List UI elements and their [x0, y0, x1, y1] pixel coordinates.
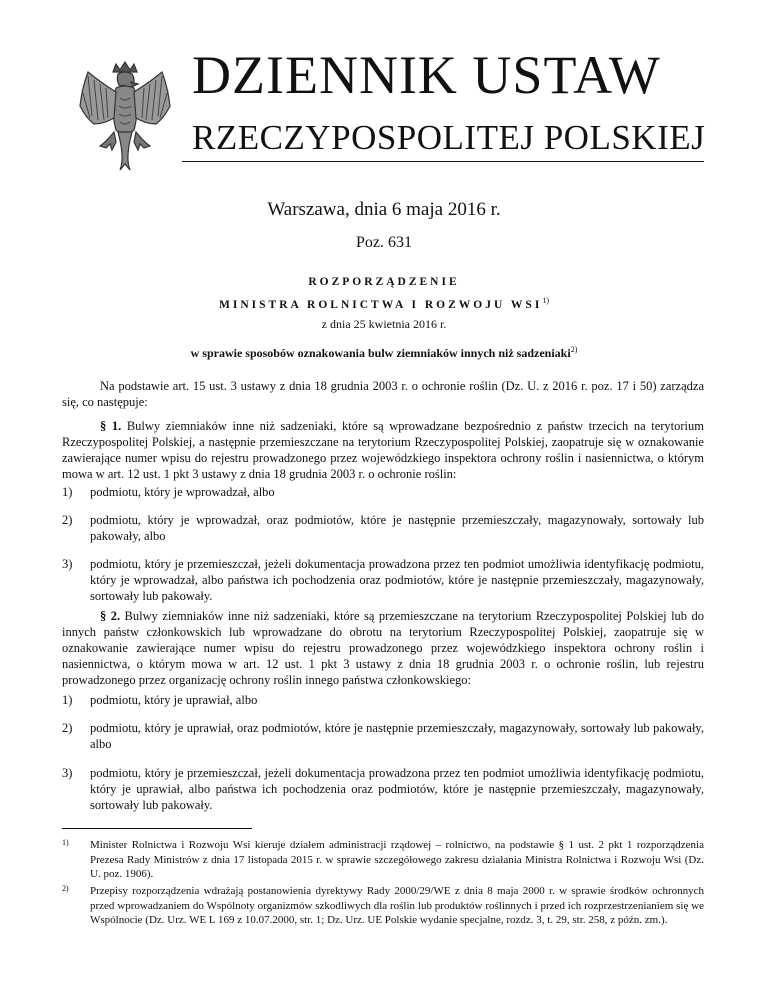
- footnote-ref: 1): [542, 296, 549, 305]
- gazette-title: DZIENNIK USTAW: [192, 45, 661, 105]
- publication-date: Warszawa, dnia 6 maja 2016 r.: [267, 199, 501, 220]
- section-1-paragraph: § 1. Bulwy ziemniaków inne niż sadzeniaki, które są wprowadzane bezpośrednio z państw trzecich na terytorium Rzeczypospolitej Polskiej, a następnie przemieszczane na terytorium Rzeczypospolitej Polskiej, zaopatruje się w oznakowanie zawierające numer wpisu do rejestru prowadzonego przez wojewódzkiego inspektora ochrony roślin i nasiennictwa, o którym mowa w art. 12 ust. 1 pkt 3 ustawy z dnia 18 grudnia 2003 r. o ochronie roślin:: [62, 419, 704, 481]
- list-item: 2) podmiotu, który je uprawiał, oraz podmiotów, które je następnie przemieszczały, magazynowały, sortowały lub pakowały, albo: [62, 721, 704, 751]
- list-item: 3) podmiotu, który je przemieszczał, jeżeli dokumentacja prowadzona przez ten podmiot umożliwia identyfikację podmiotu, który je wprowadzał, albo państwa ich pochodzenia oraz podmiotów, które je następnie przemieszczały, magazynowały, sortowały lub pakowały.: [62, 557, 704, 603]
- footnote: 2) Przepisy rozporządzenia wdrażają postanowienia dyrektywy Rady 2000/29/WE z dnia 8 maja 2000 r. w sprawie środków ochronnych przed wprowadzaniem do Wspólnoty organizmów szkodliwych dla roślin lub produktów roślinnych i przed ich rozprzestrzenianiem się we Wspólnocie (Dz. Urz. WE L 169 z 10.07.2000, str. 1; Dz. Urz. UE Polskie wydanie specjalne, rozdz. 3, t. 29, str. 258, z późn. zm.).: [62, 884, 704, 926]
- list-item: 1) podmiotu, który je uprawiał, albo: [62, 693, 258, 707]
- act-date: z dnia 25 kwietnia 2016 r.: [321, 317, 447, 331]
- gazette-subtitle: RZECZYPOSPOLITEJ POLSKIEJ: [192, 118, 706, 157]
- preamble: Na podstawie art. 15 ust. 3 ustawy z dnia 18 grudnia 2003 r. o ochronie roślin (Dz. U. z 2016 r. poz. 17 i 50) zarządza się, co następuje:: [62, 379, 704, 409]
- act-type: ROZPORZĄDZENIE: [308, 276, 460, 288]
- list-item: 3) podmiotu, który je przemieszczał, jeżeli dokumentacja prowadzona przez ten podmiot umożliwia identyfikację podmiotu, który je uprawiał, albo państwa ich pochodzenia oraz podmiotów, które je następnie przemieszczały, magazynowały, sortowały lub pakowały.: [62, 766, 704, 812]
- footnote-ref: 2): [570, 345, 578, 354]
- header-rule: [182, 161, 704, 162]
- footnote: 1) Minister Rolnictwa i Rozwoju Wsi kieruje działem administracji rządowej – rolnictwo, na podstawie § 1 ust. 2 pkt 1 rozporządzenia Prezesa Rady Ministrów z dnia 17 listopada 2015 r. w sprawie szczegółowego zakresu działania Ministra Rolnictwa i Rozwoju Wsi (Dz. U. poz. 1906).: [62, 838, 704, 880]
- list-item: 1) podmiotu, który je wprowadzał, albo: [62, 485, 275, 499]
- list-item: 2) podmiotu, który je wprowadzał, oraz podmiotów, które je następnie przemieszczały, magazynowały, sortowały lub pakowały, albo: [62, 513, 704, 543]
- polish-eagle-emblem-icon: [70, 58, 180, 176]
- section-2-paragraph: § 2. Bulwy ziemniaków inne niż sadzeniaki, które są przemieszczane na terytorium Rzeczypospolitej Polskiej lub do innych państw członkowskich lub wprowadzane do obrotu na terytorium Rzeczypospolitej Polskiej, zaopatruje się w oznakowanie zawierające numer wpisu do rejestru prowadzonego przez wojewódzkiego inspektora ochrony roślin i nasiennictwa, o którym mowa w art. 12 ust. 1 pkt 3 ustawy z dnia 18 grudnia 2003 r. o ochronie roślin, lub rejestru prowadzonego przez organizację ochrony roślin innego państwa członkowskiego:: [62, 609, 704, 687]
- position-number: Poz. 631: [356, 234, 412, 251]
- act-issuer: MINISTRA ROLNICTWA I ROZWOJU WSI$^{1)}$: [219, 296, 549, 311]
- section-label: § 1.: [100, 419, 122, 433]
- section-label: § 2.: [100, 609, 121, 623]
- footnote-separator: [62, 828, 252, 829]
- act-subject: w sprawie sposobów oznakowania bulw ziemniaków innych niż sadzeniaki$^{2)}$: [190, 345, 578, 360]
